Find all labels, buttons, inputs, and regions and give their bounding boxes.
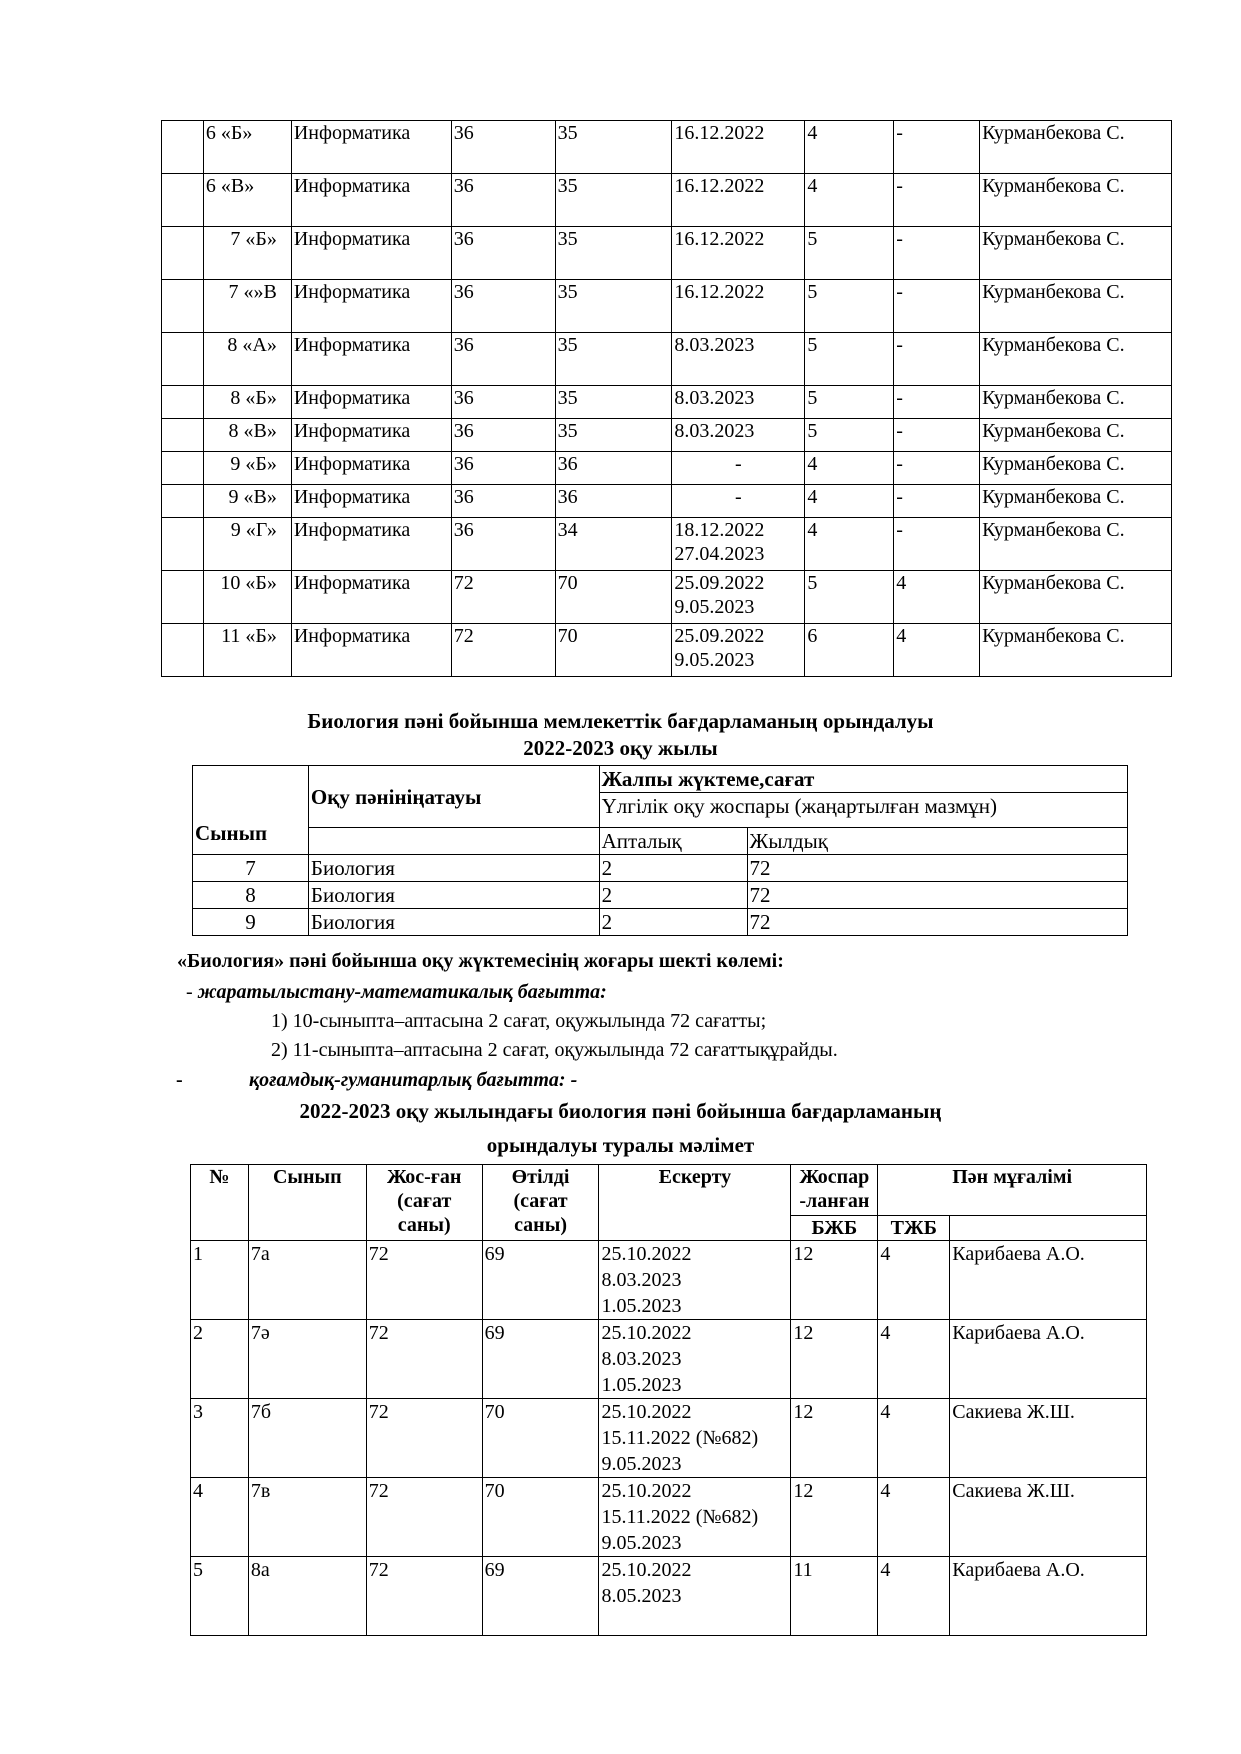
weekly-cell: 2 — [599, 882, 747, 909]
bjb-cell: 6 — [805, 624, 894, 677]
header-note: Ескерту — [599, 1165, 791, 1241]
teacher-cell: Курманбекова С. — [980, 386, 1172, 419]
tjb-cell: - — [894, 485, 980, 518]
note-line: 25.10.2022 — [601, 1322, 692, 1344]
row-margin — [162, 227, 204, 280]
planned-hours-cell: 72 — [366, 1399, 482, 1478]
max-load-heading: «Биология» пәні бойынша оқу жүктемесінің жоғары шекті көлемі: — [177, 950, 784, 972]
class-cell: 8 — [193, 882, 309, 909]
informatics-table — [161, 120, 1172, 677]
header-class: Сынып — [248, 1165, 366, 1241]
done-hours-cell: 69 — [482, 1557, 599, 1636]
note-cell — [599, 1399, 791, 1478]
header-subject: Оқу пәнініңатауы — [308, 766, 599, 828]
biology-load-body — [193, 855, 1128, 936]
class-cell: 7а — [248, 1241, 366, 1320]
tjb-cell: 4 — [878, 1478, 950, 1557]
note-line: 25.10.2022 — [601, 1559, 692, 1581]
weekly-cell: 2 — [599, 855, 747, 882]
table-row — [191, 1320, 1147, 1399]
bjb-cell: 5 — [805, 280, 894, 333]
row-margin — [162, 121, 204, 174]
teacher-cell: Курманбекова С. — [980, 571, 1172, 624]
teacher-cell: Курманбекова С. — [980, 121, 1172, 174]
header-subject-blank — [308, 828, 599, 855]
tjb-cell: - — [894, 174, 980, 227]
header-teacher-blank — [950, 1216, 1147, 1241]
info-title-line1: 2022-2023 оқу жылындағы биология пәні бойынша бағдарламаның — [299, 1099, 942, 1123]
header-planned: Жос-ған (сағат саны) — [366, 1165, 482, 1241]
yearly-cell: 72 — [747, 855, 1128, 882]
done-hours-cell: 35 — [555, 419, 672, 452]
row-margin — [162, 386, 204, 419]
dates-cell — [672, 518, 805, 571]
header-done: Өтілді (сағат саны) — [482, 1165, 599, 1241]
table-row — [193, 855, 1128, 882]
note-line: 1.05.2023 — [601, 1374, 682, 1396]
date-line: 18.12.2022 — [674, 519, 765, 541]
tjb-cell: 4 — [878, 1241, 950, 1320]
tjb-cell: - — [894, 333, 980, 386]
teacher-cell: Курманбекова С. — [980, 333, 1172, 386]
note-cell — [599, 1320, 791, 1399]
bjb-cell: 5 — [805, 227, 894, 280]
done-hours-cell: 35 — [555, 333, 672, 386]
note-line: 8.03.2023 — [601, 1269, 682, 1291]
humanities-dash: - — [176, 1069, 183, 1091]
dates-cell — [672, 452, 805, 485]
class-cell: 7 — [193, 855, 309, 882]
done-hours-cell: 70 — [482, 1478, 599, 1557]
tjb-cell: - — [894, 452, 980, 485]
dates-cell — [672, 174, 805, 227]
tjb-cell: 4 — [878, 1320, 950, 1399]
dates-cell — [672, 571, 805, 624]
date-line: 9.05.2023 — [674, 596, 755, 618]
done-hours-cell: 36 — [555, 485, 672, 518]
teacher-cell: Сакиева Ж.Ш. — [950, 1399, 1147, 1478]
subject-cell: Информатика — [291, 419, 451, 452]
class-cell: 7 «Б» — [203, 227, 291, 280]
date-line: 27.04.2023 — [674, 543, 765, 565]
subject-cell: Информатика — [291, 485, 451, 518]
bjb-cell: 4 — [805, 121, 894, 174]
done-hours-cell: 35 — [555, 174, 672, 227]
bjb-cell: 5 — [805, 333, 894, 386]
class-cell: 6 «Б» — [203, 121, 291, 174]
no-cell: 2 — [191, 1320, 249, 1399]
weekly-cell: 2 — [599, 909, 747, 936]
tjb-cell: 4 — [894, 624, 980, 677]
planned-hours-cell: 72 — [451, 571, 555, 624]
no-cell: 4 — [191, 1478, 249, 1557]
subject-cell: Информатика — [291, 280, 451, 333]
biology-program-year: 2022-2023 оқу жылы — [523, 736, 718, 760]
done-hours-cell: 34 — [555, 518, 672, 571]
class-cell: 8 «А» — [203, 333, 291, 386]
teacher-cell: Курманбекова С. — [980, 419, 1172, 452]
tjb-cell: 4 — [878, 1557, 950, 1636]
table-row — [162, 121, 1172, 174]
dates-cell — [672, 485, 805, 518]
planned-hours-cell: 36 — [451, 386, 555, 419]
table-row — [191, 1399, 1147, 1478]
teacher-cell: Курманбекова С. — [980, 485, 1172, 518]
row-margin — [162, 419, 204, 452]
no-cell: 3 — [191, 1399, 249, 1478]
header-tjb: ТЖБ — [878, 1216, 950, 1241]
tjb-cell: - — [894, 419, 980, 452]
class-cell: 11 «Б» — [203, 624, 291, 677]
done-hours-cell: 69 — [482, 1241, 599, 1320]
bjb-cell: 5 — [805, 571, 894, 624]
biology-program-title: Биология пәні бойынша мемлекеттік бағдарламаның орындалуы — [307, 709, 934, 733]
planned-hours-cell: 72 — [366, 1557, 482, 1636]
subject-cell: Информатика — [291, 174, 451, 227]
tjb-cell: - — [894, 121, 980, 174]
class-cell: 8 «В» — [203, 419, 291, 452]
header-no: № — [191, 1165, 249, 1241]
header-model-plan: Үлгілік оқу жоспары (жаңартылған мазмұн) — [599, 793, 1127, 828]
subject-cell: Информатика — [291, 518, 451, 571]
note-line: 1.05.2023 — [601, 1295, 682, 1317]
row-margin — [162, 518, 204, 571]
teacher-cell: Сакиева Ж.Ш. — [950, 1478, 1147, 1557]
dates-cell — [672, 280, 805, 333]
planned-hours-cell: 36 — [451, 280, 555, 333]
done-hours-cell: 35 — [555, 227, 672, 280]
date-line: 8.03.2023 — [674, 420, 755, 442]
date-line: - — [735, 453, 742, 475]
row-margin — [162, 174, 204, 227]
header-class: Сынып — [193, 766, 309, 855]
subject-cell: Информатика — [291, 452, 451, 485]
table-row — [162, 452, 1172, 485]
date-line: 16.12.2022 — [674, 228, 765, 250]
table-row — [193, 909, 1128, 936]
dates-cell — [672, 624, 805, 677]
subject-cell: Биология — [308, 855, 599, 882]
teacher-cell: Курманбекова С. — [980, 174, 1172, 227]
date-line: 16.12.2022 — [674, 281, 765, 303]
bjb-cell: 4 — [805, 485, 894, 518]
class-cell: 7в — [248, 1478, 366, 1557]
header-weekly: Апталық — [599, 828, 747, 855]
table-row — [162, 518, 1172, 571]
note-line: 8.03.2023 — [601, 1348, 682, 1370]
planned-hours-cell: 36 — [451, 121, 555, 174]
dates-cell — [672, 227, 805, 280]
natural-prefix: - — [186, 981, 198, 1003]
date-line: 8.03.2023 — [674, 334, 755, 356]
humanities-direction: қоғамдық-гуманитарлық бағытта: - — [249, 1069, 578, 1091]
bjb-cell: 12 — [791, 1478, 878, 1557]
bjb-cell: 12 — [791, 1320, 878, 1399]
bjb-cell: 4 — [805, 452, 894, 485]
table-row — [162, 386, 1172, 419]
date-line: - — [735, 486, 742, 508]
subject-cell: Информатика — [291, 333, 451, 386]
subject-cell: Биология — [308, 909, 599, 936]
bjb-cell: 5 — [805, 386, 894, 419]
dates-cell — [672, 419, 805, 452]
planned-hours-cell: 36 — [451, 333, 555, 386]
dates-cell — [672, 121, 805, 174]
done-hours-cell: 70 — [555, 571, 672, 624]
class-cell: 9 «Г» — [203, 518, 291, 571]
class-cell: 8а — [248, 1557, 366, 1636]
class-cell: 6 «В» — [203, 174, 291, 227]
natural-direction-label: жаратылыстану-математикалық бағытта: — [197, 981, 607, 1003]
date-line: 25.09.2022 — [674, 572, 765, 594]
table-row — [162, 333, 1172, 386]
bjb-cell: 12 — [791, 1241, 878, 1320]
planned-hours-cell: 36 — [451, 419, 555, 452]
biology-load-table — [192, 765, 1128, 936]
note-line: 15.11.2022 (№682) — [601, 1506, 759, 1528]
no-cell: 5 — [191, 1557, 249, 1636]
row-margin — [162, 280, 204, 333]
tjb-cell: - — [894, 386, 980, 419]
table-row — [191, 1478, 1147, 1557]
bjb-cell: 4 — [805, 518, 894, 571]
planned-hours-cell: 72 — [451, 624, 555, 677]
row-margin — [162, 624, 204, 677]
header-scheduled: Жоспар -ланған — [791, 1165, 878, 1216]
planned-hours-cell: 72 — [366, 1478, 482, 1557]
teacher-cell: Курманбекова С. — [980, 452, 1172, 485]
class-cell: 7 «»В — [203, 280, 291, 333]
tjb-cell: 4 — [878, 1399, 950, 1478]
table-row — [162, 174, 1172, 227]
subject-cell: Биология — [308, 882, 599, 909]
done-hours-cell: 35 — [555, 386, 672, 419]
informatics-table-body — [162, 121, 1172, 677]
note-cell — [599, 1241, 791, 1320]
bjb-cell: 12 — [791, 1399, 878, 1478]
row-margin — [162, 485, 204, 518]
note-cell — [599, 1478, 791, 1557]
note-cell — [599, 1557, 791, 1636]
class-cell: 10 «Б» — [203, 571, 291, 624]
subject-cell: Информатика — [291, 121, 451, 174]
teacher-cell: Карибаева А.О. — [950, 1241, 1147, 1320]
yearly-cell: 72 — [747, 909, 1128, 936]
list-item-1: 1) 10-сыныпта–аптасына 2 сағат, оқужылында 72 сағатты; — [271, 1010, 767, 1032]
subject-cell: Информатика — [291, 386, 451, 419]
biology-execution-table — [190, 1164, 1147, 1636]
class-cell: 9 — [193, 909, 309, 936]
table-row — [162, 419, 1172, 452]
note-line: 25.10.2022 — [601, 1480, 692, 1502]
class-cell: 9 «В» — [203, 485, 291, 518]
table-row — [193, 882, 1128, 909]
natural-direction — [186, 981, 607, 1004]
row-margin — [162, 452, 204, 485]
done-hours-cell: 35 — [555, 121, 672, 174]
dates-cell — [672, 333, 805, 386]
note-line: 8.05.2023 — [601, 1585, 682, 1607]
tjb-cell: 4 — [894, 571, 980, 624]
note-line: 9.05.2023 — [601, 1532, 682, 1554]
table-row — [191, 1241, 1147, 1320]
done-hours-cell: 70 — [555, 624, 672, 677]
row-margin — [162, 333, 204, 386]
note-line: 9.05.2023 — [601, 1453, 682, 1475]
teacher-cell: Курманбекова С. — [980, 518, 1172, 571]
subject-cell: Информатика — [291, 571, 451, 624]
bjb-cell: 5 — [805, 419, 894, 452]
done-hours-cell: 36 — [555, 452, 672, 485]
planned-hours-cell: 72 — [366, 1241, 482, 1320]
biology-execution-body — [191, 1241, 1147, 1636]
done-hours-cell: 35 — [555, 280, 672, 333]
date-line: 9.05.2023 — [674, 649, 755, 671]
teacher-cell: Курманбекова С. — [980, 624, 1172, 677]
header-total-load: Жалпы жүктеме,сағат — [599, 766, 1127, 793]
teacher-cell: Карибаева А.О. — [950, 1320, 1147, 1399]
dates-cell — [672, 386, 805, 419]
planned-hours-cell: 36 — [451, 518, 555, 571]
planned-hours-cell: 72 — [366, 1320, 482, 1399]
teacher-cell: Курманбекова С. — [980, 227, 1172, 280]
header-teacher: Пән мұғалімі — [878, 1165, 1147, 1216]
row-margin — [162, 571, 204, 624]
tjb-cell: - — [894, 280, 980, 333]
header-bjb: БЖБ — [791, 1216, 878, 1241]
date-line: 16.12.2022 — [674, 122, 765, 144]
planned-hours-cell: 36 — [451, 452, 555, 485]
table-row — [162, 485, 1172, 518]
note-line: 25.10.2022 — [601, 1243, 692, 1265]
tjb-cell: - — [894, 227, 980, 280]
subject-cell: Информатика — [291, 624, 451, 677]
class-cell: 7б — [248, 1399, 366, 1478]
date-line: 25.09.2022 — [674, 625, 765, 647]
tjb-cell: - — [894, 518, 980, 571]
info-title-line2: орындалуы туралы мәлімет — [486, 1133, 755, 1157]
note-line: 15.11.2022 (№682) — [601, 1427, 759, 1449]
class-cell: 9 «Б» — [203, 452, 291, 485]
done-hours-cell: 70 — [482, 1399, 599, 1478]
class-cell: 8 «Б» — [203, 386, 291, 419]
planned-hours-cell: 36 — [451, 227, 555, 280]
teacher-cell: Курманбекова С. — [980, 280, 1172, 333]
date-line: 8.03.2023 — [674, 387, 755, 409]
bjb-cell: 4 — [805, 174, 894, 227]
planned-hours-cell: 36 — [451, 174, 555, 227]
subject-cell: Информатика — [291, 227, 451, 280]
note-line: 25.10.2022 — [601, 1401, 692, 1423]
date-line: 16.12.2022 — [674, 175, 765, 197]
table-row — [162, 227, 1172, 280]
list-item-2: 2) 11-сыныпта–аптасына 2 сағат, оқужылында 72 сағаттықұрайды. — [271, 1039, 838, 1061]
teacher-cell: Карибаева А.О. — [950, 1557, 1147, 1636]
yearly-cell: 72 — [747, 882, 1128, 909]
class-cell: 7ә — [248, 1320, 366, 1399]
header-yearly: Жылдық — [747, 828, 1128, 855]
planned-hours-cell: 36 — [451, 485, 555, 518]
table-row — [162, 280, 1172, 333]
bjb-cell: 11 — [791, 1557, 878, 1636]
table-row — [162, 624, 1172, 677]
no-cell: 1 — [191, 1241, 249, 1320]
table-row — [191, 1557, 1147, 1636]
done-hours-cell: 69 — [482, 1320, 599, 1399]
table-row — [162, 571, 1172, 624]
